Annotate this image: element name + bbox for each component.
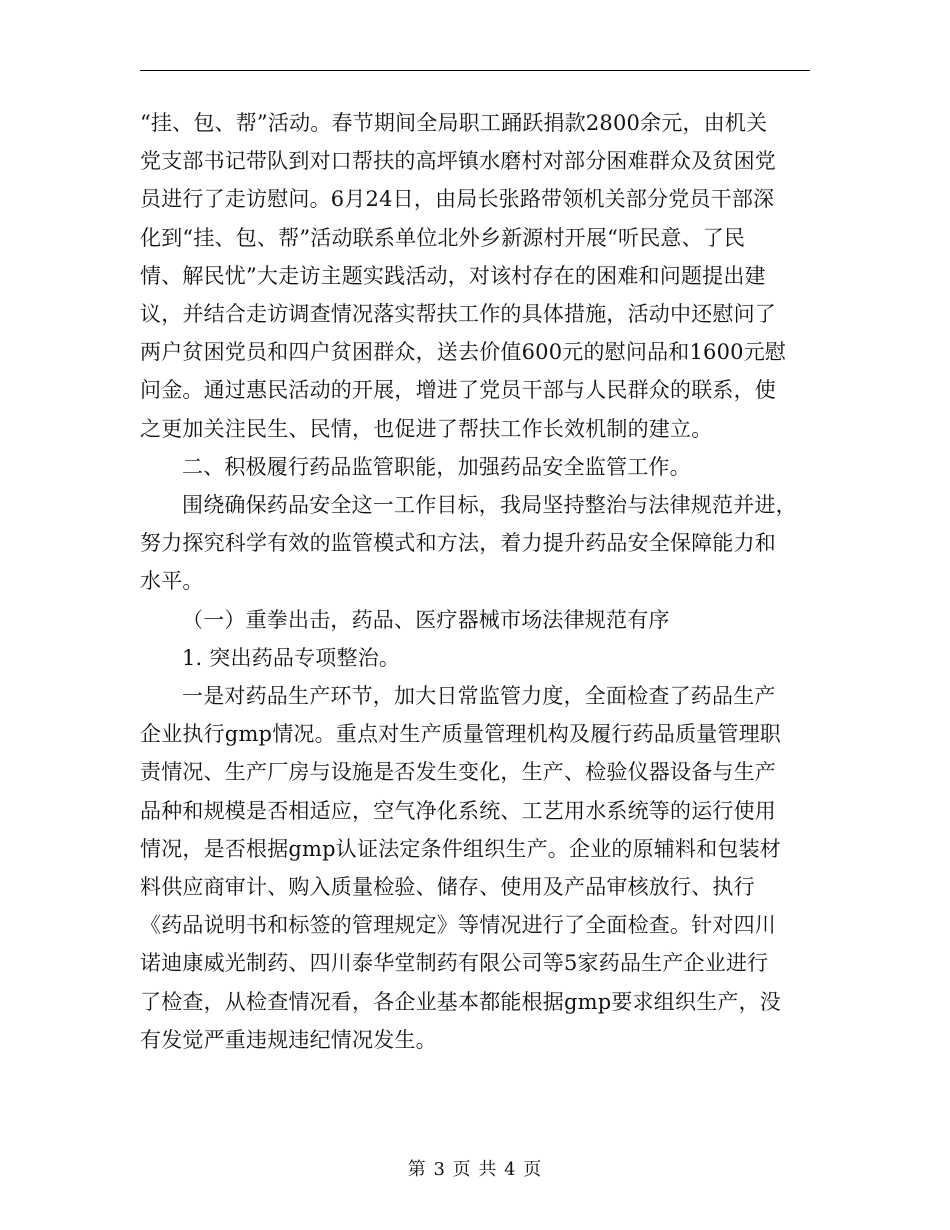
text-line: 料供应商审计、购入质量检验、储存、使用及产品审核放行、执行 [140, 875, 755, 900]
text-line: 议，并结合走访调查情况落实帮扶工作的具体措施，活动中还慰问了 [140, 302, 776, 327]
text-line: 1. 突出药品专项整治。 [182, 645, 401, 670]
text-line: 《药品说明书和标签的管理规定》等情况进行了全面检查。针对四川 [140, 913, 776, 938]
text-line: 水平。 [140, 569, 204, 594]
text-line: （一）重拳出击，药品、医疗器械市场法律规范有序 [182, 607, 670, 632]
page-footer: 第 3 页 共 4 页 [407, 1159, 543, 1180]
text-line: 之更加关注民生、民情，也促进了帮扶工作长效机制的建立。 [140, 416, 713, 441]
paragraph-p2 [140, 448, 810, 486]
paragraph-p4 [140, 601, 810, 639]
paragraph-p3 [140, 486, 810, 601]
text-line: 党支部书记带队到对口帮扶的高坪镇水磨村对部分困难群众及贫困党 [140, 149, 776, 174]
text-line: 情、解民忧”大走访主题实践活动，对该村存在的困难和问题提出建 [140, 263, 766, 288]
document-body [140, 104, 810, 1059]
text-line: 责情况、生产厂房与设施是否发生变化，生产、检验仪器设备与生产 [140, 760, 776, 785]
header-rule [140, 70, 810, 71]
text-line: 一是对药品生产环节，加大日常监管力度，全面检查了药品生产 [182, 684, 776, 709]
text-line: 有发觉严重违规违纪情况发生。 [140, 1027, 437, 1052]
text-line: 情况，是否根据gmp认证法定条件组织生产。企业的原辅料和包装材 [140, 836, 781, 861]
paragraph-p5 [140, 639, 810, 677]
paragraph-p1 [140, 104, 810, 448]
text-line: 品种和规模是否相适应，空气净化系统、工艺用水系统等的运行使用 [140, 798, 776, 823]
text-line: 问金。通过惠民活动的开展，增进了党员干部与人民群众的联系，使 [140, 378, 776, 403]
text-line: 两户贫困党员和四户贫困群众，送去价值600元的慰问品和1600元慰 [140, 340, 787, 365]
text-line: 二、积极履行药品监管职能，加强药品安全监管工作。 [182, 454, 691, 479]
text-line: 努力探究科学有效的监管模式和方法，着力提升药品安全保障能力和 [140, 531, 776, 556]
text-line: 化到“挂、包、帮”活动联系单位北外乡新源村开展“听民意、了民 [140, 225, 746, 250]
text-line: 诺迪康威光制药、四川泰华堂制药有限公司等5家药品生产企业进行 [140, 951, 769, 976]
text-line: 员进行了走访慰问。6月24日，由局长张路带领机关部分党员干部深 [140, 187, 775, 212]
text-line: 企业执行gmp情况。重点对生产质量管理机构及履行药品质量管理职 [140, 722, 781, 747]
text-line: 了检查，从检查情况看，各企业基本都能根据gmp要求组织生产，没 [140, 989, 781, 1014]
text-line: 围绕确保药品安全这一工作目标，我局坚持整治与法律规范并进， [182, 493, 797, 518]
paragraph-p6 [140, 677, 810, 1059]
text-line: “挂、包、帮”活动。春节期间全局职工踊跃捐款2800余元，由机关 [140, 111, 768, 135]
